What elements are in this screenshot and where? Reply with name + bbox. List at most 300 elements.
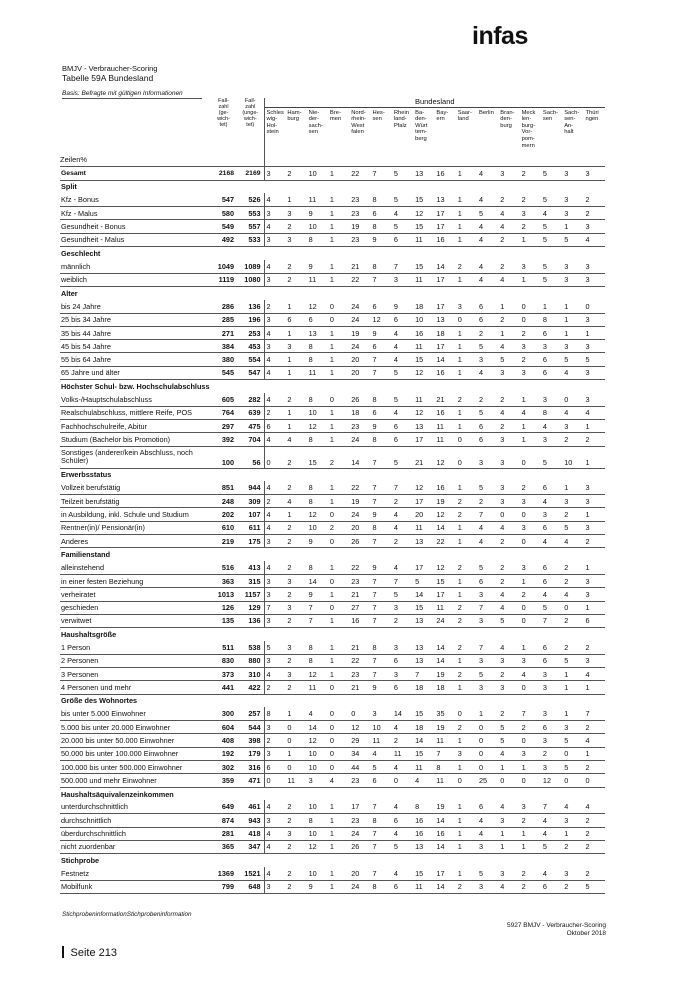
percent-cell: 8 xyxy=(371,220,392,233)
state-header: Meck len- burg- Vor- pom- mern xyxy=(521,109,536,149)
percent-cell: 7 xyxy=(307,614,328,627)
percent-cell: 23 xyxy=(349,814,370,827)
percent-cell: 8 xyxy=(372,195,377,205)
percent-cell: 4 xyxy=(393,563,398,572)
percent-cell: 4 xyxy=(498,588,519,601)
count-weighted: 248 xyxy=(210,495,237,508)
percent-cell: 1 xyxy=(456,814,477,827)
percent-cell: 0 xyxy=(477,721,498,734)
count-weighted: 547 xyxy=(221,195,235,205)
percent-cell: 23 xyxy=(349,574,370,587)
percent-cell: 1 xyxy=(285,747,306,760)
percent-cell: 1 xyxy=(520,273,541,286)
percent-cell: 16 xyxy=(349,614,370,627)
percent-cell: 11 xyxy=(434,433,455,446)
section-label: Größe des Wohnortes xyxy=(60,694,605,707)
percent-cell: 1 xyxy=(456,654,477,667)
percent-cell: 0 xyxy=(520,508,541,521)
table-row xyxy=(60,300,605,313)
percent-cell: 2 xyxy=(583,721,605,734)
percent-cell: 5 xyxy=(562,654,583,667)
count-weighted: 830 xyxy=(210,654,237,667)
percent-cell: 4 xyxy=(562,535,583,548)
percent-cell: 24 xyxy=(351,301,360,311)
count-unweighted: 639 xyxy=(237,406,264,419)
table-row xyxy=(60,561,605,574)
percent-cell: 8 xyxy=(371,880,392,893)
section-header-row xyxy=(60,468,605,481)
percent-cell: 13 xyxy=(307,326,328,339)
percent-cell: 3 xyxy=(583,366,605,379)
percent-cell: 1 xyxy=(456,366,477,379)
percent-cell: 0 xyxy=(457,709,462,719)
row-label: Teilzeit berufstätig xyxy=(60,495,210,508)
percent-cell: 7 xyxy=(371,273,392,286)
percent-cell: 3 xyxy=(583,574,605,587)
percent-cell: 2 xyxy=(456,508,477,521)
percent-cell: 3 xyxy=(541,433,562,446)
footer-info: 5927 BMJV - Verbraucher-Scoring Oktober 2018 xyxy=(507,922,606,937)
percent-cell: 4 xyxy=(541,419,562,432)
percent-cell: 6 xyxy=(583,614,605,627)
percent-cell: 1 xyxy=(285,326,306,339)
percent-cell: 2 xyxy=(585,195,590,205)
row-label: Gesundheit - Malus xyxy=(60,233,210,246)
row-label: Rentner(in)/ Pensionär(in) xyxy=(60,521,210,534)
percent-cell: 3 xyxy=(521,261,526,271)
percent-cell: 3 xyxy=(562,207,583,220)
percent-cell: 4 xyxy=(266,195,271,205)
percent-cell: 5 xyxy=(562,521,583,534)
percent-cell: 1 xyxy=(328,220,349,233)
percent-cell: 1 xyxy=(457,483,462,493)
percent-cell: 3 xyxy=(583,273,605,286)
percent-cell: 2 xyxy=(562,574,583,587)
count-unweighted: 310 xyxy=(237,667,264,680)
count-unweighted: 422 xyxy=(237,681,264,694)
percent-cell: 4 xyxy=(583,734,605,747)
percent-cell: 12 xyxy=(541,774,562,787)
percent-cell: 2 xyxy=(562,614,583,627)
percent-cell: 2 xyxy=(541,747,562,760)
percent-cell: 3 xyxy=(477,353,498,366)
percent-cell: 3 xyxy=(520,495,541,508)
percent-cell: 8 xyxy=(308,563,313,572)
percent-cell: 4 xyxy=(392,827,413,840)
percent-cell: 1 xyxy=(562,827,583,840)
percent-cell: 14 xyxy=(349,446,370,468)
percent-cell: 3 xyxy=(562,814,583,827)
count-unweighted: 418 xyxy=(237,827,264,840)
percent-cell: 6 xyxy=(392,433,413,446)
percent-cell: 1 xyxy=(456,521,477,534)
percent-cell: 15 xyxy=(415,709,424,719)
state-header: Nord- rhein- West falen xyxy=(351,109,367,136)
percent-cell: 4 xyxy=(266,868,271,878)
count-unweighted: 347 xyxy=(237,840,264,853)
percent-cell: 1 xyxy=(328,233,349,246)
table-row xyxy=(60,207,605,220)
percent-cell: 6 xyxy=(392,233,413,246)
percent-cell: 6 xyxy=(392,814,413,827)
percent-cell: 3 xyxy=(562,419,583,432)
percent-cell: 3 xyxy=(585,483,590,493)
percent-cell: 10 xyxy=(307,406,328,419)
count-unweighted: 533 xyxy=(237,233,264,246)
percent-cell: 4 xyxy=(498,601,519,614)
percent-cell: 19 xyxy=(349,495,370,508)
percent-cell: 14 xyxy=(434,840,455,853)
percent-cell: 1 xyxy=(521,642,526,652)
percent-cell: 6 xyxy=(307,313,328,326)
table-row xyxy=(60,326,605,339)
percent-cell: 0 xyxy=(456,446,477,468)
percent-cell: 2 xyxy=(456,495,477,508)
percent-cell: 1 xyxy=(328,326,349,339)
percent-cell: 6 xyxy=(542,563,547,572)
percent-cell: 1 xyxy=(479,709,484,719)
table-row xyxy=(60,814,605,827)
percent-cell: 8 xyxy=(307,433,328,446)
percent-cell: 0 xyxy=(520,535,541,548)
percent-cell: 5 xyxy=(541,166,562,180)
percent-cell: 3 xyxy=(498,366,519,379)
count-weighted: 1049 xyxy=(217,261,235,271)
percent-cell: 4 xyxy=(392,721,413,734)
percent-cell: 1 xyxy=(498,827,519,840)
percent-cell: 7 xyxy=(393,483,398,493)
percent-cell: 8 xyxy=(372,261,377,271)
percent-cell: 1 xyxy=(456,535,477,548)
percent-cell: 6 xyxy=(541,721,562,734)
percent-cell: 3 xyxy=(285,233,306,246)
percent-cell: 4 xyxy=(562,588,583,601)
table-row xyxy=(60,446,605,468)
percent-cell: 4 xyxy=(498,747,519,760)
percent-cell: 0 xyxy=(392,774,413,787)
percent-cell: 3 xyxy=(392,601,413,614)
percent-cell: 7 xyxy=(434,747,455,760)
percent-cell: 9 xyxy=(393,301,398,311)
percent-cell: 2 xyxy=(585,868,590,878)
count-unweighted: 1521 xyxy=(237,867,264,880)
state-header: Nie- der- sach- sen xyxy=(308,109,323,136)
count-weighted: 604 xyxy=(210,721,237,734)
percent-cell: 0 xyxy=(520,681,541,694)
percent-cell: 1 xyxy=(287,195,292,205)
percent-cell: 2 xyxy=(520,880,541,893)
state-header: Bay- ern xyxy=(436,109,449,123)
percent-cell: 17 xyxy=(436,868,445,878)
percent-cell: 8 xyxy=(266,709,271,719)
count-unweighted: 282 xyxy=(237,393,264,406)
percent-cell: 13 xyxy=(413,535,434,548)
percent-cell: 4 xyxy=(266,394,271,404)
percent-cell: 1 xyxy=(520,840,541,853)
count-weighted: 408 xyxy=(210,734,237,747)
percent-cell: 3 xyxy=(477,446,498,468)
table-row xyxy=(60,419,605,432)
percent-cell: 1 xyxy=(285,353,306,366)
count-weighted: 135 xyxy=(210,614,237,627)
percent-cell: 1 xyxy=(564,483,569,493)
percent-cell: 2 xyxy=(285,681,306,694)
percent-cell: 8 xyxy=(372,394,377,404)
percent-cell: 2 xyxy=(457,642,462,652)
percent-cell: 5 xyxy=(542,195,547,205)
percent-cell: 8 xyxy=(541,406,562,419)
percent-cell: 6 xyxy=(541,880,562,893)
percent-cell: 4 xyxy=(392,508,413,521)
percent-cell: 7 xyxy=(371,667,392,680)
percent-cell: 20 xyxy=(413,508,434,521)
percent-cell: 13 xyxy=(413,654,434,667)
count-weighted: 373 xyxy=(210,667,237,680)
percent-cell: 2 xyxy=(264,406,285,419)
percent-cell: 3 xyxy=(285,601,306,614)
percent-cell: 1 xyxy=(285,406,306,419)
percent-cell: 6 xyxy=(542,483,547,493)
percent-cell: 18 xyxy=(434,681,455,694)
percent-cell: 4 xyxy=(541,535,562,548)
percent-cell: 3 xyxy=(541,667,562,680)
state-header: Rhein land- Pfalz xyxy=(393,109,409,129)
percent-cell: 9 xyxy=(371,233,392,246)
percent-cell: 3 xyxy=(477,681,498,694)
percent-cell: 0 xyxy=(456,313,477,326)
row-label: in einer festen Beziehung xyxy=(60,574,210,587)
percent-cell: 3 xyxy=(264,614,285,627)
percent-cell: 24 xyxy=(349,508,370,521)
percent-cell: 1 xyxy=(328,840,349,853)
row-label: überdurchschnittlich xyxy=(60,827,210,840)
percent-cell: 3 xyxy=(583,220,605,233)
count-unweighted: 557 xyxy=(237,220,264,233)
percent-cell: 11 xyxy=(285,774,306,787)
percent-cell: 13 xyxy=(413,419,434,432)
percent-cell: 7 xyxy=(371,654,392,667)
percent-cell: 23 xyxy=(349,419,370,432)
percent-cell: 7 xyxy=(307,601,328,614)
percent-cell: 22 xyxy=(351,483,360,493)
row-label: bis 24 Jahre xyxy=(61,301,101,311)
count-weighted: 285 xyxy=(210,313,237,326)
percent-cell: 2 xyxy=(583,840,605,853)
table-row xyxy=(60,340,605,353)
percent-cell: 18 xyxy=(413,721,434,734)
percent-cell: 6 xyxy=(392,419,413,432)
table-row xyxy=(60,313,605,326)
percent-cell: 2 xyxy=(500,261,505,271)
table-row xyxy=(60,574,605,587)
count-weighted: 511 xyxy=(222,642,235,652)
percent-cell: 3 xyxy=(457,301,462,311)
state-header: Hes- sen xyxy=(372,109,385,123)
table-row xyxy=(60,601,605,614)
percent-cell: 3 xyxy=(500,868,505,878)
percent-cell: 1 xyxy=(329,642,334,652)
percent-cell: 26 xyxy=(349,535,370,548)
fall-unweighted-header: Fall- zahl (unge- wich- tet) xyxy=(237,98,264,166)
row-label: 5.000 bis unter 20.000 Einwohner xyxy=(60,721,210,734)
percent-cell: 12 xyxy=(307,840,328,853)
percent-cell: 4 xyxy=(477,166,498,180)
percent-cell: 6 xyxy=(541,574,562,587)
percent-cell: 1 xyxy=(328,406,349,419)
percent-cell: 14 xyxy=(436,642,445,652)
percent-cell: 15 xyxy=(415,195,424,205)
percent-cell: 7 xyxy=(479,642,484,652)
state-header: Berlin xyxy=(479,109,494,116)
percent-cell: 3 xyxy=(285,667,306,680)
bundesland-header: Bundesland xyxy=(264,98,605,107)
percent-cell: 5 xyxy=(393,394,398,404)
percent-cell: 0 xyxy=(328,574,349,587)
percent-cell: 2 xyxy=(287,261,292,271)
percent-cell: 4 xyxy=(477,827,498,840)
total-row xyxy=(60,166,605,180)
percent-cell: 3 xyxy=(264,588,285,601)
percent-cell: 5 xyxy=(479,868,484,878)
percent-cell: 2 xyxy=(456,667,477,680)
percent-cell: 19 xyxy=(349,326,370,339)
percent-cell: 0 xyxy=(328,734,349,747)
percent-cell: 29 xyxy=(349,734,370,747)
percent-cell: 3 xyxy=(264,721,285,734)
percent-cell: 4 xyxy=(266,483,271,493)
percent-cell: 8 xyxy=(307,353,328,366)
percent-cell: 5 xyxy=(583,880,605,893)
percent-cell: 3 xyxy=(564,195,569,205)
percent-cell: 12 xyxy=(307,508,328,521)
percent-cell: 23 xyxy=(349,774,370,787)
percent-cell: 18 xyxy=(413,681,434,694)
percent-cell: 14 xyxy=(434,353,455,366)
percent-cell: 1 xyxy=(329,261,334,271)
percent-cell: 3 xyxy=(564,868,569,878)
percent-cell: 8 xyxy=(308,394,313,404)
count-unweighted: 56 xyxy=(237,446,264,468)
percent-cell: 2 xyxy=(583,535,605,548)
percent-cell: 2 xyxy=(477,326,498,339)
percent-cell: 22 xyxy=(351,563,360,572)
percent-cell: 14 xyxy=(434,521,455,534)
table-row xyxy=(60,273,605,286)
percent-cell: 5 xyxy=(562,233,583,246)
percent-cell: 4 xyxy=(392,326,413,339)
percent-cell: 21 xyxy=(349,681,370,694)
percent-cell: 13 xyxy=(413,614,434,627)
table-row xyxy=(60,747,605,760)
row-label: 55 bis 64 Jahre xyxy=(60,353,210,366)
row-label: Fachhochschulreife, Abitur xyxy=(60,419,210,432)
percent-cell: 7 xyxy=(371,614,392,627)
percent-cell: 1 xyxy=(456,574,477,587)
percent-cell: 1 xyxy=(456,207,477,220)
percent-cell: 1 xyxy=(287,709,292,719)
percent-cell: 9 xyxy=(371,508,392,521)
percent-cell: 9 xyxy=(371,326,392,339)
percent-cell: 3 xyxy=(264,814,285,827)
state-header: Sach- sen- An- halt xyxy=(564,109,580,136)
percent-cell: 5 xyxy=(541,273,562,286)
percent-cell: 11 xyxy=(413,761,434,774)
percent-cell: 4 xyxy=(498,340,519,353)
percent-cell: 3 xyxy=(521,563,526,572)
percent-cell: 0 xyxy=(285,721,306,734)
percent-cell: 3 xyxy=(477,588,498,601)
percent-cell: 2 xyxy=(264,734,285,747)
percent-cell: 12 xyxy=(307,734,328,747)
percent-cell: 5 xyxy=(392,446,413,468)
count-unweighted: 179 xyxy=(237,747,264,760)
percent-cell: 3 xyxy=(520,654,541,667)
percent-cell: 2 xyxy=(285,521,306,534)
percent-cell: 3 xyxy=(285,207,306,220)
percent-cell: 1 xyxy=(583,747,605,760)
percent-cell: 15 xyxy=(415,868,424,878)
count-weighted: 300 xyxy=(221,709,235,719)
percent-cell: 0 xyxy=(328,681,349,694)
percent-cell: 7 xyxy=(371,588,392,601)
percent-cell: 7 xyxy=(371,353,392,366)
percent-cell: 2 xyxy=(285,273,306,286)
percent-cell: 1 xyxy=(521,394,526,404)
percent-cell: 1 xyxy=(583,419,605,432)
percent-cell: 1 xyxy=(456,340,477,353)
percent-cell: 6 xyxy=(477,433,498,446)
row-label: 2 Personen xyxy=(60,654,210,667)
percent-cell: 17 xyxy=(434,340,455,353)
percent-cell: 0 xyxy=(520,601,541,614)
percent-cell: 10 xyxy=(307,827,328,840)
percent-cell: 3 xyxy=(264,273,285,286)
table-row xyxy=(60,393,605,406)
percent-cell: 5 xyxy=(583,353,605,366)
percent-cell: 0 xyxy=(329,709,334,719)
percent-cell: 4 xyxy=(264,840,285,853)
percent-cell: 0 xyxy=(477,761,498,774)
percent-cell: 3 xyxy=(541,761,562,774)
percent-cell: 17 xyxy=(434,273,455,286)
count-weighted: 764 xyxy=(210,406,237,419)
row-label: 100.000 bis unter 500.000 Einwohner xyxy=(60,761,210,774)
percent-cell: 8 xyxy=(308,483,313,493)
percent-cell: 3 xyxy=(477,654,498,667)
percent-cell: 4 xyxy=(520,406,541,419)
percent-cell: 4 xyxy=(541,827,562,840)
percent-cell: 3 xyxy=(498,495,519,508)
percent-cell: 0 xyxy=(456,433,477,446)
percent-cell: 2 xyxy=(520,166,541,180)
percent-cell: 23 xyxy=(351,195,360,205)
count-unweighted: 398 xyxy=(237,734,264,747)
section-header-row xyxy=(60,180,605,193)
percent-cell: 1 xyxy=(456,761,477,774)
percent-cell: 4 xyxy=(477,220,498,233)
percent-cell: 7 xyxy=(541,614,562,627)
percent-cell: 4 xyxy=(541,814,562,827)
percent-cell: 5 xyxy=(266,642,271,652)
percent-cell: 0 xyxy=(520,313,541,326)
count-unweighted: 136 xyxy=(237,614,264,627)
percent-cell: 5 xyxy=(541,601,562,614)
percent-cell: 21 xyxy=(413,446,434,468)
zeilen-header: Zeilen% xyxy=(60,155,88,164)
section-label: Alter xyxy=(60,286,605,299)
count-weighted: 545 xyxy=(210,366,237,379)
percent-cell: 6 xyxy=(372,301,377,311)
